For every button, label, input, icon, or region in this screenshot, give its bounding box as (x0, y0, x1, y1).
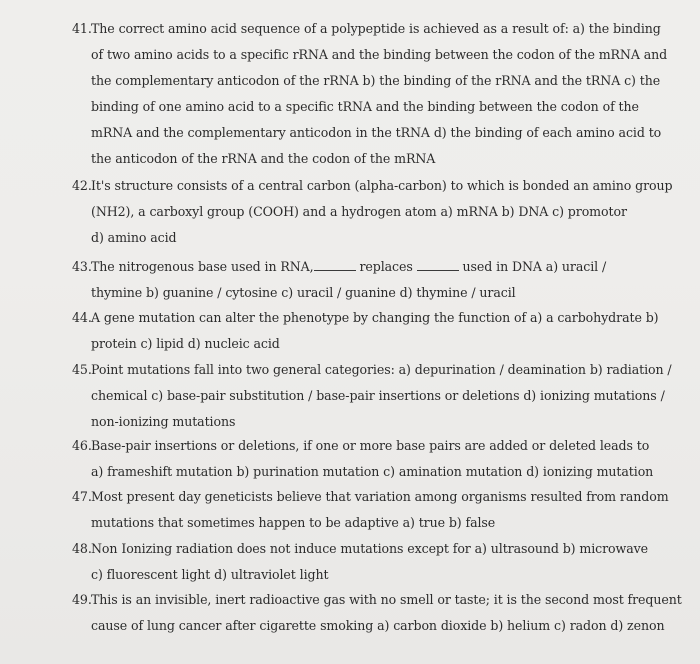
answer-blank[interactable] (314, 259, 356, 271)
question-number: 41. (72, 21, 92, 36)
question-line (72, 254, 632, 280)
question-text: This is an invisible, inert radioactive gas with no smell or taste; it is the second most frequent (91, 592, 682, 607)
question-line: a) frameshift mutation b) purination mutation c) amination mutation d) ionizing mutation (91, 464, 654, 479)
question-43 (72, 254, 632, 306)
question-line (72, 484, 669, 510)
question-number: 49. (72, 592, 92, 607)
question-number: 46. (72, 438, 92, 453)
question-line (72, 357, 672, 383)
question-44 (72, 305, 659, 357)
question-text: Non Ionizing radiation does not induce mutations except for a) ultrasound b) microwave (91, 541, 648, 556)
question-line: d) amino acid (91, 230, 177, 245)
question-number: 47. (72, 489, 92, 504)
question-line: of two amino acids to a specific rRNA and the binding between the codon of the mRNA and (91, 47, 668, 62)
question-line: non-ionizing mutations (91, 414, 236, 429)
question-line: (NH2), a carboxyl group (COOH) and a hydrogen atom a) mRNA b) DNA c) promotor (91, 204, 627, 219)
question-line: the complementary anticodon of the rRNA b) the binding of the rRNA and the tRNA c) the (91, 73, 661, 88)
question-text: used in DNA a) uracil / (462, 259, 607, 274)
question-line: binding of one amino acid to a specific tRNA and the binding between the codon of the (91, 99, 639, 114)
question-line: c) fluorescent light d) ultraviolet light (91, 567, 329, 582)
question-text: Point mutations fall into two general categories: a) depurination / deamination b) radiation / (91, 362, 672, 377)
question-line (72, 16, 661, 42)
question-line (72, 536, 648, 562)
question-text: It's structure consists of a central carbon (alpha-carbon) to which is bonded an amino group (91, 178, 673, 193)
question-line (72, 587, 682, 613)
question-text: replaces (359, 259, 413, 274)
question-text: Base-pair insertions or deletions, if one or more base pairs are added or deleted leads to (91, 438, 650, 453)
question-number: 44. (72, 310, 92, 325)
question-text: The nitrogenous base used in RNA, (91, 259, 314, 274)
question-line: chemical c) base-pair substitution / base-pair insertions or deletions d) ionizing mutations / (91, 388, 665, 403)
question-text: A gene mutation can alter the phenotype by changing the function of a) a carbohydrate b) (91, 310, 659, 325)
question-48 (72, 536, 648, 588)
question-42 (72, 173, 673, 251)
question-line: protein c) lipid d) nucleic acid (91, 336, 280, 351)
question-45 (72, 357, 672, 435)
question-number: 45. (72, 362, 92, 377)
question-41 (72, 16, 668, 172)
question-line: thymine b) guanine / cytosine c) uracil / guanine d) thymine / uracil (91, 285, 516, 300)
question-47 (72, 484, 669, 536)
question-46 (72, 433, 654, 485)
question-text: Most present day geneticists believe that variation among organisms resulted from random (91, 489, 669, 504)
question-number: 43. (72, 259, 92, 274)
question-line (72, 433, 650, 459)
question-line: cause of lung cancer after cigarette smoking a) carbon dioxide b) helium c) radon d) zenon (91, 618, 665, 633)
question-line: mRNA and the complementary anticodon in the tRNA d) the binding of each amino acid to (91, 125, 662, 140)
question-line: mutations that sometimes happen to be adaptive a) true b) false (91, 515, 496, 530)
question-line (72, 305, 659, 331)
question-49 (72, 587, 682, 639)
question-line (72, 173, 673, 199)
question-number: 42. (72, 178, 92, 193)
question-line: the anticodon of the rRNA and the codon of the mRNA (91, 151, 436, 166)
answer-blank[interactable] (417, 259, 459, 271)
question-text: The correct amino acid sequence of a polypeptide is achieved as a result of: a) the binding (91, 21, 661, 36)
question-number: 48. (72, 541, 92, 556)
